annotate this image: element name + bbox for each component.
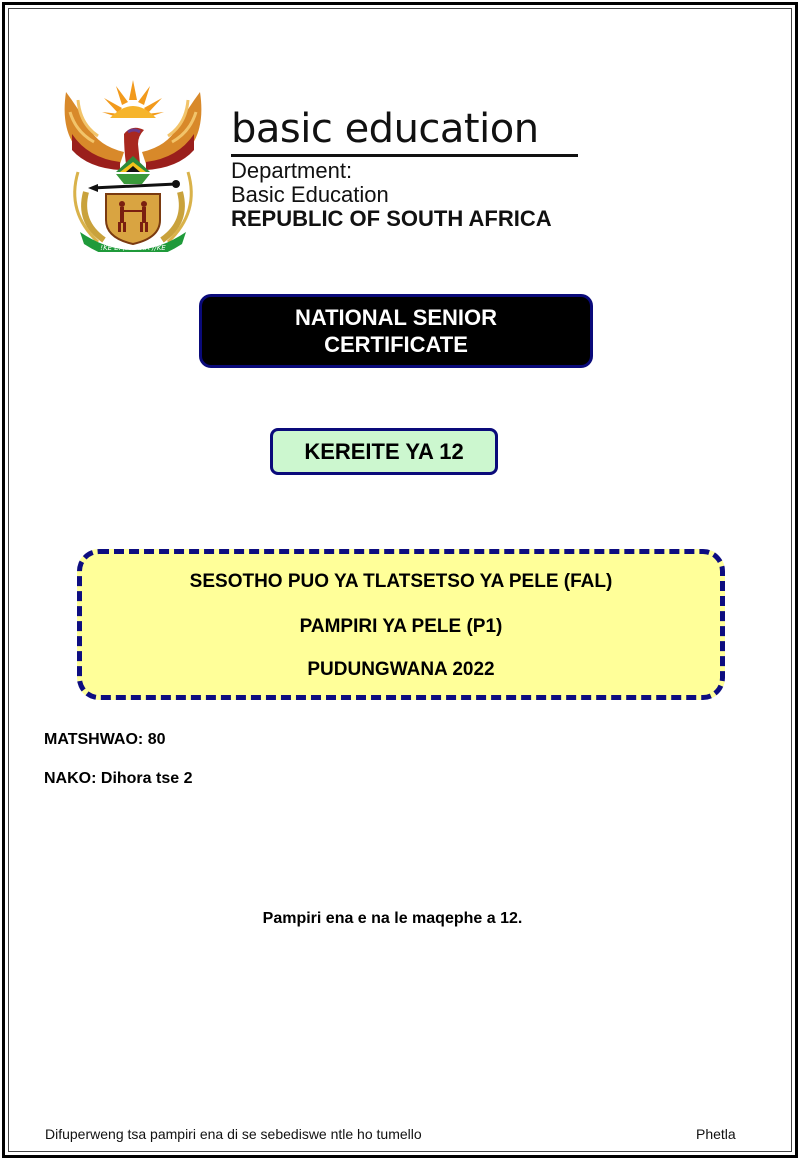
turn-over-note: Phetla [696, 1126, 736, 1142]
subject-box [77, 549, 725, 700]
motto-text: !KE E: /XARRA //KE [100, 244, 166, 252]
exam-session: PUDUNGWANA 2022 [307, 659, 495, 680]
marks-label: MATSHWAO: 80 [44, 731, 166, 748]
time-label: NAKO: Dihora tse 2 [44, 770, 193, 787]
department-name: Basic Education [231, 182, 389, 207]
paper-title: PAMPIRI YA PELE (P1) [299, 616, 503, 637]
copyright-notice: Difuperweng tsa pampiri ena di se sebediswe ntle ho tumello [45, 1126, 422, 1142]
grade-badge: KEREITE YA 12 [270, 428, 498, 475]
brand-divider [231, 154, 578, 157]
brand-title: basic education [231, 106, 539, 152]
subject-title: SESOTHO PUO YA TLATSETSO YA PELE (FAL) [189, 571, 613, 592]
certificate-line-2: CERTIFICATE [324, 332, 468, 357]
page-count-note: Pampiri ena e na le maqephe a 12. [262, 910, 523, 927]
coat-of-arms-icon [58, 72, 208, 252]
country-name: REPUBLIC OF SOUTH AFRICA [231, 206, 552, 231]
certificate-banner [199, 294, 593, 368]
certificate-line-1: NATIONAL SENIOR [294, 305, 498, 330]
brand-block [231, 106, 581, 231]
department-label: Department: [231, 158, 353, 183]
